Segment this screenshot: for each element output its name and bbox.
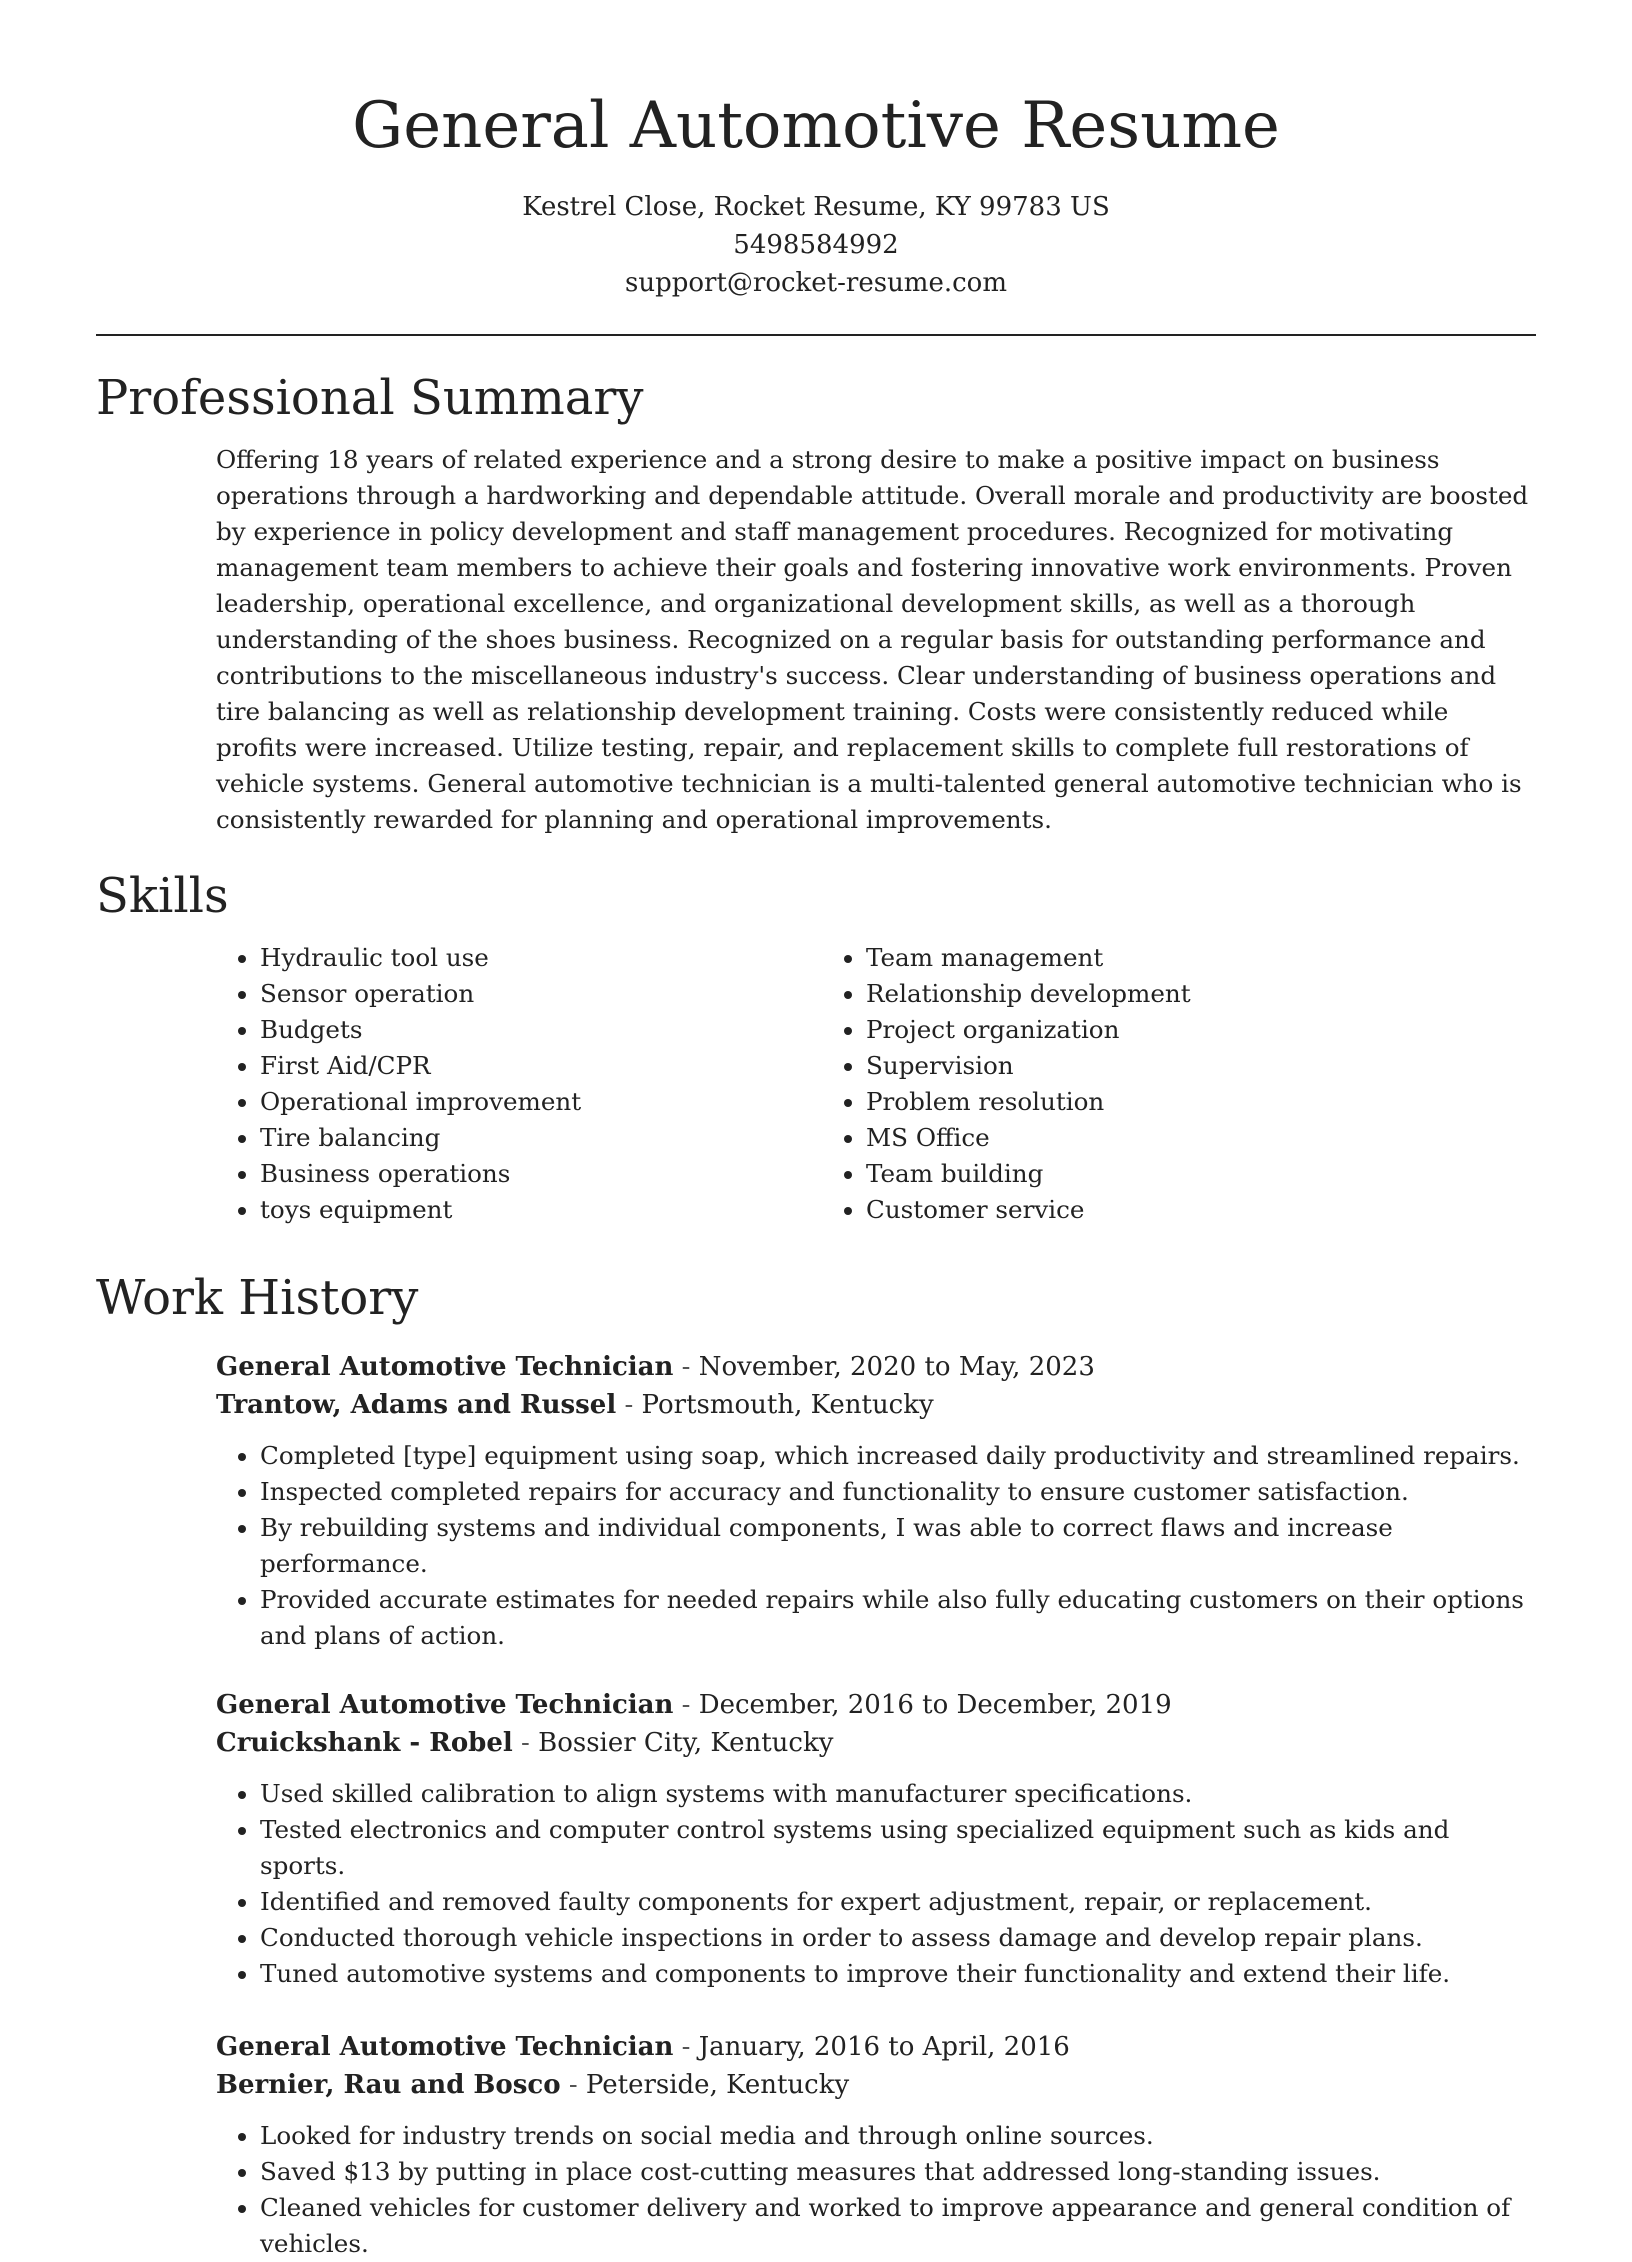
header-divider — [96, 334, 1536, 336]
skill-item: • Business operations — [260, 1156, 822, 1192]
job-company: Trantow, Adams and Russel — [216, 1390, 617, 1420]
job-separator: - — [673, 1352, 699, 1382]
skill-item: • Team management — [866, 940, 1522, 976]
work-history-section — [96, 1268, 1536, 2262]
job-bullet: • Tuned automotive systems and components to improve their functionality and extend their life. — [260, 1956, 1536, 1992]
job-location: Peterside, Kentucky — [585, 2070, 850, 2100]
job-dates: January, 2016 to April, 2016 — [698, 2032, 1070, 2062]
job-bullet: • Looked for industry trends on social media and through online sources. — [260, 2118, 1536, 2154]
job-bullet: • Conducted thorough vehicle inspections in order to assess damage and develop repair plans. — [260, 1920, 1536, 1956]
job-bullet: • Inspected completed repairs for accuracy and functionality to ensure customer satisfaction. — [260, 1474, 1536, 1510]
skills-columns — [216, 940, 1536, 1228]
job-company-line — [216, 1386, 1536, 1424]
skill-item: • Tire balancing — [260, 1120, 822, 1156]
job-bullet: • Identified and removed faulty components for expert adjustment, repair, or replacement. — [260, 1884, 1536, 1920]
job-bullet: • Cleaned vehicles for customer delivery and worked to improve appearance and general condition of vehicles. — [260, 2190, 1536, 2262]
resume-title: General Automotive Resume — [352, 89, 1280, 163]
job-bullet: • Provided accurate estimates for needed repairs while also fully educating customers on their options and plans of action. — [260, 1582, 1536, 1654]
skills-list-right — [822, 940, 1522, 1228]
job-entry — [216, 1348, 1536, 1654]
job-bullet: • Tested electronics and computer control systems using specialized equipment such as kids and sports. — [260, 1812, 1536, 1884]
skill-item: • Supervision — [866, 1048, 1522, 1084]
job-bullets — [216, 1776, 1536, 1992]
job-bullet: • Used skilled calibration to align systems with manufacturer specifications. — [260, 1776, 1536, 1812]
job-bullet: • Completed [type] equipment using soap, which increased daily productivity and streamlined repairs. — [260, 1438, 1536, 1474]
skill-item: • Operational improvement — [260, 1084, 822, 1120]
skill-item: • Team building — [866, 1156, 1522, 1192]
job-company-line — [216, 1724, 1536, 1762]
resume-page — [96, 0, 1536, 2258]
job-bullets — [216, 2118, 1536, 2262]
job-location: Portsmouth, Kentucky — [641, 1390, 934, 1420]
contact-address: Kestrel Close, Rocket Resume, KY 99783 US — [522, 192, 1110, 222]
job-company-line — [216, 2066, 1536, 2104]
job-location: Bossier City, Kentucky — [538, 1728, 834, 1758]
skill-item: • Sensor operation — [260, 976, 822, 1012]
job-bullet: • Saved $13 by putting in place cost-cutting measures that addressed long-standing issues. — [260, 2154, 1536, 2190]
job-entry — [216, 2028, 1536, 2262]
job-company: Bernier, Rau and Bosco — [216, 2070, 561, 2100]
skill-item: • First Aid/CPR — [260, 1048, 822, 1084]
work-history-heading: Work History — [96, 1270, 419, 1326]
summary-section — [96, 368, 1536, 838]
job-title: General Automotive Technician — [216, 1352, 674, 1382]
skill-item: • Problem resolution — [866, 1084, 1522, 1120]
skill-item: • Relationship development — [866, 976, 1522, 1012]
resume-header — [96, 0, 1536, 302]
job-title: General Automotive Technician — [216, 1690, 674, 1720]
skill-item: • toys equipment — [260, 1192, 822, 1228]
skill-item: • Hydraulic tool use — [260, 940, 822, 976]
job-dates: December, 2016 to December, 2019 — [698, 1690, 1172, 1720]
summary-heading: Professional Summary — [96, 370, 644, 426]
job-dates: November, 2020 to May, 2023 — [698, 1352, 1095, 1382]
summary-text: Offering 18 years of related experience and a strong desire to make a positive impact on business operations through a hardworking and dependable attitude. Overall morale and productivity are boosted by experience in policy development and staff management procedures. Recognized for motivating management team members to achieve their goals and fostering innovative work environments. Proven leadership, operational excellence, and organizational development skills, as well as a thorough understanding of the shoes business. Recognized on a regular basis for outstanding performance and contributions to the miscellaneous industry's success. Clear understanding of business operations and tire balancing as well as relationship development training. Costs were consistently reduced while profits were increased. Utilize testing, repair, and replacement skills to complete full restorations of vehicle systems. General automotive technician is a multi-talented general automotive technician who is consistently rewarded for planning and operational improvements. — [216, 445, 1529, 834]
job-separator: - — [616, 1390, 642, 1420]
job-company: Cruickshank - Robel — [216, 1728, 513, 1758]
job-separator: - — [512, 1728, 539, 1758]
job-separator: - — [560, 2070, 586, 2100]
job-title: General Automotive Technician — [216, 2032, 674, 2062]
job-title-line — [216, 1348, 1536, 1386]
contact-phone: 5498584992 — [733, 230, 899, 260]
skill-item: • Project organization — [866, 1012, 1522, 1048]
job-title-line — [216, 1686, 1536, 1724]
skill-item: • Customer service — [866, 1192, 1522, 1228]
skills-heading: Skills — [96, 868, 229, 924]
job-entry — [216, 1686, 1536, 1992]
contact-email: support@rocket-resume.com — [624, 268, 1007, 298]
job-separator: - — [673, 1690, 699, 1720]
job-bullet: • By rebuilding systems and individual components, I was able to correct flaws and increase performance. — [260, 1510, 1536, 1582]
skill-item: • Budgets — [260, 1012, 822, 1048]
job-separator: - — [673, 2032, 699, 2062]
skills-section — [96, 866, 1536, 1228]
skills-list-left — [216, 940, 822, 1228]
job-title-line — [216, 2028, 1536, 2066]
job-bullets — [216, 1438, 1536, 1654]
skill-item: • MS Office — [866, 1120, 1522, 1156]
